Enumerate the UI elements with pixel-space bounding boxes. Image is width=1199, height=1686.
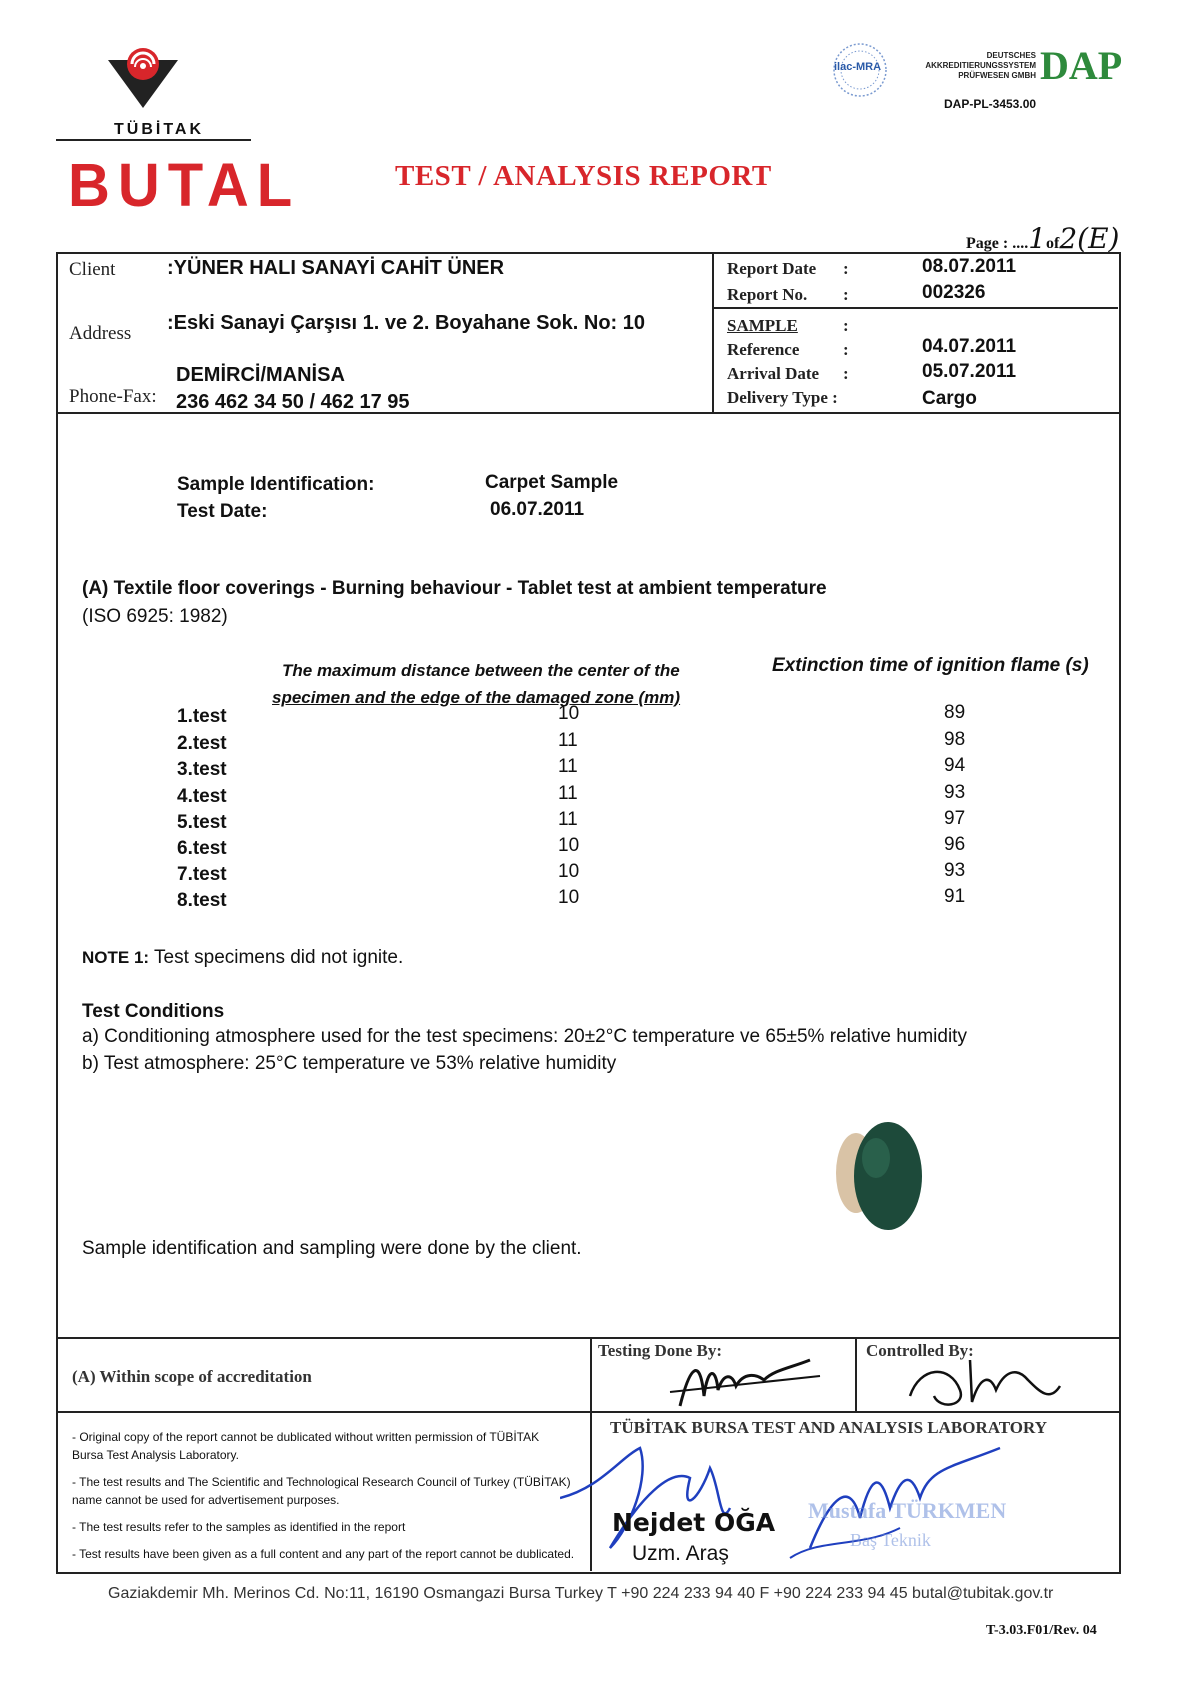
report-date-label: Report Date [727, 259, 817, 278]
condition-a: a) Conditioning atmosphere used for the test specimens: 20±2°C temperature ve 65±5% relative humidity [82, 1026, 967, 1047]
extinction-time-value: 94 [944, 755, 966, 776]
distance-value: 11 [558, 809, 578, 830]
test-name: 1.test [177, 706, 227, 727]
arrival-label: Arrival Date [727, 364, 820, 383]
colon: : [843, 340, 849, 359]
distance-value: 10 [558, 835, 580, 856]
address-line1: :Eski Sanayi Çarşısı 1. ve 2. Boyahane Sok. No: 10 [167, 312, 645, 334]
extinction-time-value: 97 [944, 808, 966, 829]
colon: : [843, 259, 849, 278]
controlled-by-label: Controlled By: [866, 1341, 974, 1360]
carpet-sample-swatch [826, 1118, 932, 1234]
extinction-time-value: 93 [944, 860, 966, 881]
address-line2: DEMİRCİ/MANİSA [176, 364, 345, 386]
ilac-label: ilac-MRA [834, 61, 882, 73]
stamp-title: Uzm. Araş [632, 1542, 729, 1565]
testing-done-by-label: Testing Done By: [598, 1341, 723, 1360]
condition-b: b) Test atmosphere: 25°C temperature ve 53% relative humidity [82, 1053, 617, 1074]
report-no-label: Report No. [727, 285, 808, 304]
colon: : [843, 316, 849, 335]
sample-label: SAMPLE [727, 316, 798, 335]
butal-logo: BUTAL [68, 151, 301, 220]
colon: : [843, 364, 849, 383]
distance-value: 10 [558, 703, 580, 724]
sample-id-label: Sample Identification: [177, 474, 375, 495]
column-header-distance: The maximum distance between the center of the specimen and the edge of the damaged zone (mm) [272, 661, 681, 707]
distance-value: 10 [558, 887, 580, 908]
test-name: 2.test [177, 733, 227, 754]
note-1: NOTE 1: Test specimens did not ignite. [82, 947, 404, 968]
form-code: T-3.03.F01/Rev. 04 [986, 1623, 1097, 1638]
test-date-value: 06.07.2011 [490, 499, 585, 520]
accreditation-scope: (A) Within scope of accreditation [72, 1367, 312, 1386]
extinction-time-value: 96 [944, 834, 966, 855]
distance-value: 10 [558, 861, 580, 882]
delivery-label: Delivery Type : [727, 388, 838, 407]
dap-code: DAP-PL-3453.00 [944, 97, 1037, 111]
client-label: Client [69, 259, 116, 280]
dakks-text: DEUTSCHES AKKREDITIERUNGSSYSTEM PRÜFWESEN GMBH [925, 51, 1036, 80]
report-date: 08.07.2011 [922, 256, 1017, 277]
report-title: TEST / ANALYSIS REPORT [395, 160, 772, 192]
stamp2-name: Mustafa TÜRKMEN [808, 1498, 1007, 1523]
distance-value: 11 [558, 756, 578, 777]
address-label: Address [69, 323, 132, 344]
reference-value: 04.07.2011 [922, 336, 1017, 357]
tubitak-wordmark: TÜBİTAK [56, 123, 251, 141]
test-method-title: (A) Textile floor coverings - Burning behaviour - Tablet test at ambient temperature [82, 578, 827, 599]
sampling-note: Sample identification and sampling were done by the client. [82, 1238, 582, 1259]
reference-label: Reference [727, 340, 800, 359]
dap-mark: DAP [1040, 43, 1123, 88]
test-conditions-title: Test Conditions [82, 1001, 225, 1022]
test-date-label: Test Date: [177, 501, 268, 522]
test-name: 4.test [177, 786, 227, 807]
disclaimer-notes: - Original copy of the report cannot be dublicated without written permission of TÜBİTAK Bursa Test Analysis Laboratory. - The test results and The Scientific and Technological Research Council of Turkey (TÜBİTAK) name cannot be used for advertisement purposes. - The test results refer to the samples as identified in the report - Test results have been given as a full content and any part of the report cannot be dublicated. [72, 1430, 575, 1561]
stamp2-title: Baş Teknik [850, 1530, 931, 1550]
testing-signature [660, 1346, 830, 1412]
phone-value: 236 462 34 50 / 462 17 95 [176, 391, 410, 413]
stamp-name: Nejdet OĞA [612, 1508, 776, 1537]
test-name: 5.test [177, 812, 227, 833]
arrival-value: 05.07.2011 [922, 361, 1017, 382]
column-header-time: Extinction time of ignition flame (s) [772, 655, 1089, 676]
extinction-time-value: 98 [944, 729, 966, 750]
lab-name: TÜBİTAK BURSA TEST AND ANALYSIS LABORATORY [610, 1418, 1047, 1437]
distance-value: 11 [558, 730, 578, 751]
test-standard: (ISO 6925: 1982) [82, 606, 228, 627]
phone-label: Phone-Fax: [69, 386, 157, 407]
sample-id-value: Carpet Sample [485, 472, 619, 493]
page-indicator: Page : ....1of2(E) [966, 222, 1120, 255]
controller-signature [900, 1346, 1070, 1412]
extinction-time-value: 89 [944, 702, 966, 723]
test-name: 3.test [177, 759, 227, 780]
test-name: 6.test [177, 838, 227, 859]
report-no: 002326 [922, 282, 986, 303]
delivery-value: Cargo [922, 388, 977, 409]
client-value: :YÜNER HALI SANAYİ CAHİT ÜNER [167, 257, 505, 279]
test-name: 8.test [177, 890, 227, 911]
footer-address: Gaziakdemir Mh. Merinos Cd. No:11, 16190 Osmangazi Bursa Turkey T +90 224 233 94 40 F +90 224 233 94 45 butal@tubitak.gov.tr [108, 1585, 1054, 1602]
extinction-time-value: 93 [944, 782, 966, 803]
distance-value: 11 [558, 783, 578, 804]
test-name: 7.test [177, 864, 227, 885]
tubitak-logo-icon [108, 40, 178, 110]
extinction-time-value: 91 [944, 886, 966, 907]
colon: : [843, 285, 849, 304]
